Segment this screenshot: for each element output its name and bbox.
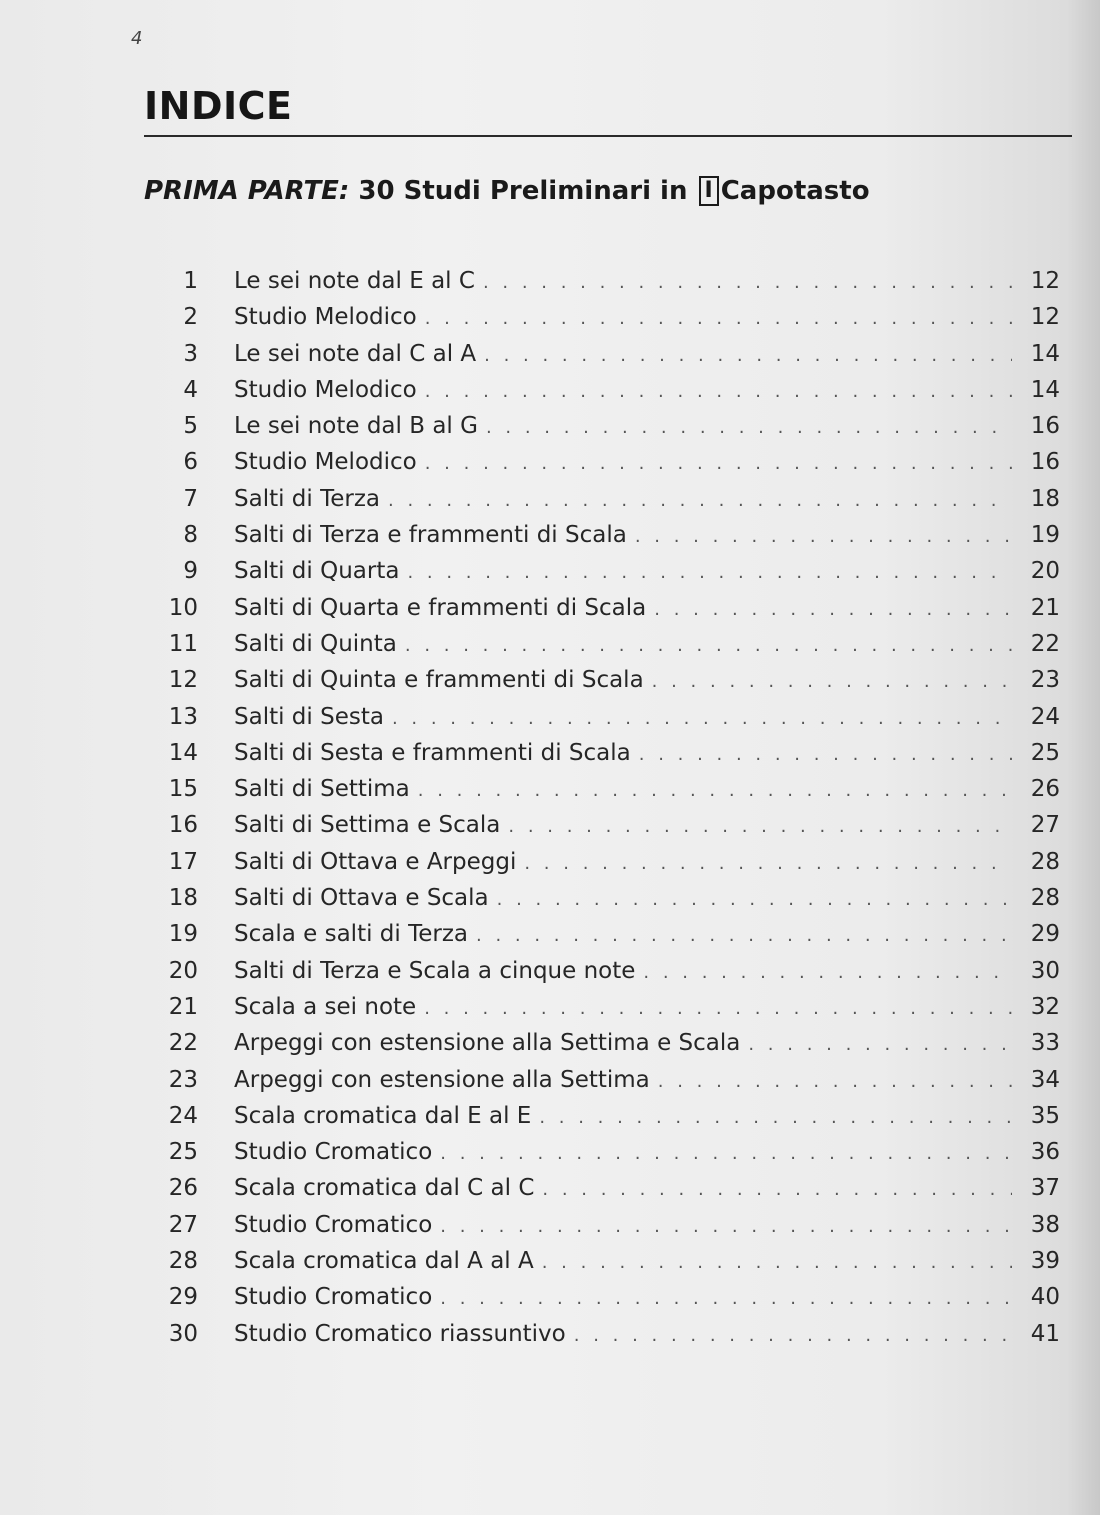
toc-entry-page: 33	[1030, 1030, 1060, 1057]
dot-leader	[476, 925, 1012, 946]
dot-leader	[440, 1216, 1012, 1237]
toc-entry-number: 21	[168, 993, 198, 1020]
toc-entry-page: 14	[1030, 340, 1060, 367]
toc-entry-page: 14	[1030, 376, 1060, 403]
toc-entry-number: 9	[183, 558, 198, 585]
toc-entry	[150, 595, 1060, 631]
toc-entry-page: 34	[1030, 1066, 1060, 1093]
dot-leader	[497, 889, 1012, 910]
toc-entry-number: 23	[168, 1066, 198, 1093]
dot-leader	[483, 272, 1012, 293]
toc-entry-title: Le sei note dal B al G	[234, 413, 478, 440]
toc-entry-number: 15	[168, 776, 198, 803]
toc-entry-page: 25	[1030, 739, 1060, 766]
toc-entry-number: 20	[168, 957, 198, 984]
toc-entry-title: Le sei note dal E al C	[234, 268, 475, 294]
dot-leader	[388, 490, 1012, 511]
toc-entry-page: 29	[1030, 921, 1060, 948]
toc-entry-page: 28	[1030, 848, 1060, 875]
toc-entry-number: 26	[168, 1175, 198, 1202]
dot-leader	[574, 1325, 1012, 1346]
toc-entry-title: Salti di Quarta	[234, 558, 400, 585]
dot-leader	[424, 998, 1012, 1019]
toc-entry-number: 11	[168, 630, 198, 657]
toc-entry-page: 16	[1030, 449, 1060, 476]
toc-entry-title: Salti di Quarta e frammenti di Scala	[234, 594, 647, 621]
dot-leader	[508, 816, 1012, 837]
toc-entry-number: 2	[183, 304, 198, 331]
toc-entry	[150, 667, 1060, 703]
dot-leader	[524, 853, 1012, 874]
section-part-label: PRIMA PARTE:	[144, 176, 350, 206]
dot-leader	[486, 417, 1012, 438]
toc-entry	[150, 849, 1060, 885]
toc-entry-title: Studio Cromatico	[234, 1139, 433, 1166]
toc-entry-title: Salti di Quinta	[234, 630, 397, 657]
toc-entry-number: 6	[183, 449, 198, 476]
toc-entry-number: 7	[183, 485, 198, 512]
toc-entry-number: 22	[168, 1030, 198, 1057]
toc-entry-title: Salti di Quinta e frammenti di Scala	[234, 667, 644, 694]
toc-entry-number: 14	[168, 739, 198, 766]
toc-entry-number: 5	[183, 413, 198, 440]
toc-entry-page: 20	[1030, 558, 1060, 585]
toc-entry-number: 19	[168, 921, 198, 948]
toc-entry	[150, 1248, 1060, 1284]
toc-entry	[150, 1030, 1060, 1066]
toc-entry-page: 24	[1030, 703, 1060, 730]
toc-entry	[150, 1139, 1060, 1175]
toc-entry	[150, 341, 1060, 377]
toc-entry-title: Le sei note dal C al A	[234, 340, 477, 367]
toc-entry-title: Scala cromatica dal E al E	[234, 1102, 532, 1129]
toc-entry-page: 16	[1030, 413, 1060, 440]
title-rule	[144, 135, 1072, 137]
section-heading	[144, 176, 870, 206]
toc-entry-title: Scala cromatica dal A al A	[234, 1248, 534, 1275]
toc-entry-page: 32	[1030, 993, 1060, 1020]
toc-entry-number: 10	[168, 594, 198, 621]
dot-leader	[418, 780, 1012, 801]
toc-entry	[150, 449, 1060, 485]
toc-entry-title: Salti di Ottava e Scala	[234, 885, 489, 912]
toc-entry-page: 30	[1030, 957, 1060, 984]
toc-entry	[150, 1103, 1060, 1139]
toc-entry-number: 25	[168, 1139, 198, 1166]
toc-entry-page: 41	[1030, 1320, 1060, 1347]
toc-entry-number: 28	[168, 1248, 198, 1275]
toc-entry-title: Salti di Sesta e frammenti di Scala	[234, 739, 631, 766]
dot-leader	[542, 1179, 1012, 1200]
toc-entry-number: 27	[168, 1211, 198, 1238]
toc-entry-title: Scala e salti di Terza	[234, 921, 468, 948]
toc-entry	[150, 812, 1060, 848]
dot-leader	[635, 526, 1012, 547]
toc-entry-page: 26	[1030, 776, 1060, 803]
toc-entry-page: 37	[1030, 1175, 1060, 1202]
toc-entry	[150, 522, 1060, 558]
dot-leader	[539, 1107, 1012, 1128]
toc-entry	[150, 558, 1060, 594]
toc-entry-title: Studio Melodico	[234, 304, 417, 331]
toc-entry-page: 22	[1030, 630, 1060, 657]
dot-leader	[405, 635, 1012, 656]
dot-leader	[484, 345, 1012, 366]
dot-leader	[407, 562, 1012, 583]
toc-entry-number: 3	[183, 340, 198, 367]
toc-entry	[150, 631, 1060, 667]
toc-entry-number: 13	[168, 703, 198, 730]
toc-entry	[150, 1212, 1060, 1248]
toc-entry-title: Salti di Settima	[234, 776, 410, 803]
toc-entry	[150, 304, 1060, 340]
toc-entry-number: 29	[168, 1284, 198, 1311]
toc-entry-number: 8	[183, 522, 198, 549]
toc-entry-page: 12	[1030, 304, 1060, 331]
toc-entry-title: Salti di Terza	[234, 485, 381, 512]
toc-entry-page: 39	[1030, 1248, 1060, 1275]
toc-entry-number: 1	[183, 268, 198, 294]
toc-entry	[150, 268, 1060, 304]
toc-entry-page: 40	[1030, 1284, 1060, 1311]
dot-leader	[440, 1143, 1012, 1164]
toc-entry-title: Salti di Terza e frammenti di Scala	[234, 522, 627, 549]
dot-leader	[440, 1288, 1012, 1309]
dot-leader	[639, 744, 1012, 765]
toc-entry-title: Arpeggi con estensione alla Settima	[234, 1066, 650, 1093]
dot-leader	[652, 671, 1012, 692]
dot-leader	[425, 453, 1012, 474]
toc-entry-title: Scala cromatica dal C al C	[234, 1175, 535, 1202]
toc-entry-title: Studio Cromatico	[234, 1284, 433, 1311]
toc-entry-title: Studio Cromatico riassuntivo	[234, 1320, 566, 1347]
toc-entry	[150, 994, 1060, 1030]
toc-entry-number: 24	[168, 1102, 198, 1129]
toc-entry-title: Salti di Ottava e Arpeggi	[234, 848, 517, 875]
toc-entry	[150, 486, 1060, 522]
section-heading-suffix: Capotasto	[720, 176, 870, 206]
toc-entry-title: Studio Cromatico	[234, 1211, 433, 1238]
toc-entry-title: Salti di Sesta	[234, 703, 384, 730]
toc-entry-page: 23	[1030, 667, 1060, 694]
table-of-contents	[150, 268, 1060, 1357]
dot-leader	[425, 381, 1012, 402]
page-title: INDICE	[144, 84, 293, 128]
dot-leader	[542, 1252, 1012, 1273]
toc-entry-page: 27	[1030, 812, 1060, 839]
toc-entry	[150, 1321, 1060, 1357]
toc-entry-number: 4	[183, 376, 198, 403]
toc-entry-number: 17	[168, 848, 198, 875]
toc-entry	[150, 958, 1060, 994]
toc-entry	[150, 776, 1060, 812]
toc-entry-title: Salti di Settima e Scala	[234, 812, 501, 839]
toc-entry-number: 30	[168, 1320, 198, 1347]
toc-entry	[150, 1284, 1060, 1320]
toc-entry-number: 16	[168, 812, 198, 839]
toc-entry	[150, 885, 1060, 921]
section-heading-text: 30 Studi Preliminari in	[349, 176, 697, 206]
dot-leader	[654, 599, 1012, 620]
toc-entry-title: Arpeggi con estensione alla Settima e Scala	[234, 1030, 741, 1057]
capotasto-box: I	[699, 176, 719, 206]
dot-leader	[392, 708, 1012, 729]
toc-entry	[150, 413, 1060, 449]
page-number: 4	[131, 28, 143, 49]
toc-entry	[150, 1067, 1060, 1103]
toc-entry-page: 21	[1030, 594, 1060, 621]
toc-entry-page: 19	[1030, 522, 1060, 549]
toc-entry	[150, 377, 1060, 413]
toc-entry-page: 36	[1030, 1139, 1060, 1166]
toc-entry	[150, 704, 1060, 740]
toc-entry-title: Scala a sei note	[234, 993, 417, 1020]
dot-leader	[748, 1034, 1012, 1055]
toc-entry	[150, 740, 1060, 776]
dot-leader	[643, 962, 1012, 983]
toc-entry-page: 38	[1030, 1211, 1060, 1238]
toc-entry-title: Studio Melodico	[234, 449, 417, 476]
toc-entry	[150, 921, 1060, 957]
toc-entry-title: Salti di Terza e Scala a cinque note	[234, 957, 636, 984]
toc-entry-title: Studio Melodico	[234, 376, 417, 403]
toc-entry-number: 18	[168, 885, 198, 912]
toc-entry-page: 18	[1030, 485, 1060, 512]
toc-entry-page: 28	[1030, 885, 1060, 912]
dot-leader	[425, 308, 1012, 329]
toc-entry	[150, 1175, 1060, 1211]
toc-entry-page: 35	[1030, 1102, 1060, 1129]
dot-leader	[658, 1071, 1012, 1092]
toc-entry-page: 12	[1030, 268, 1060, 294]
toc-entry-number: 12	[168, 667, 198, 694]
